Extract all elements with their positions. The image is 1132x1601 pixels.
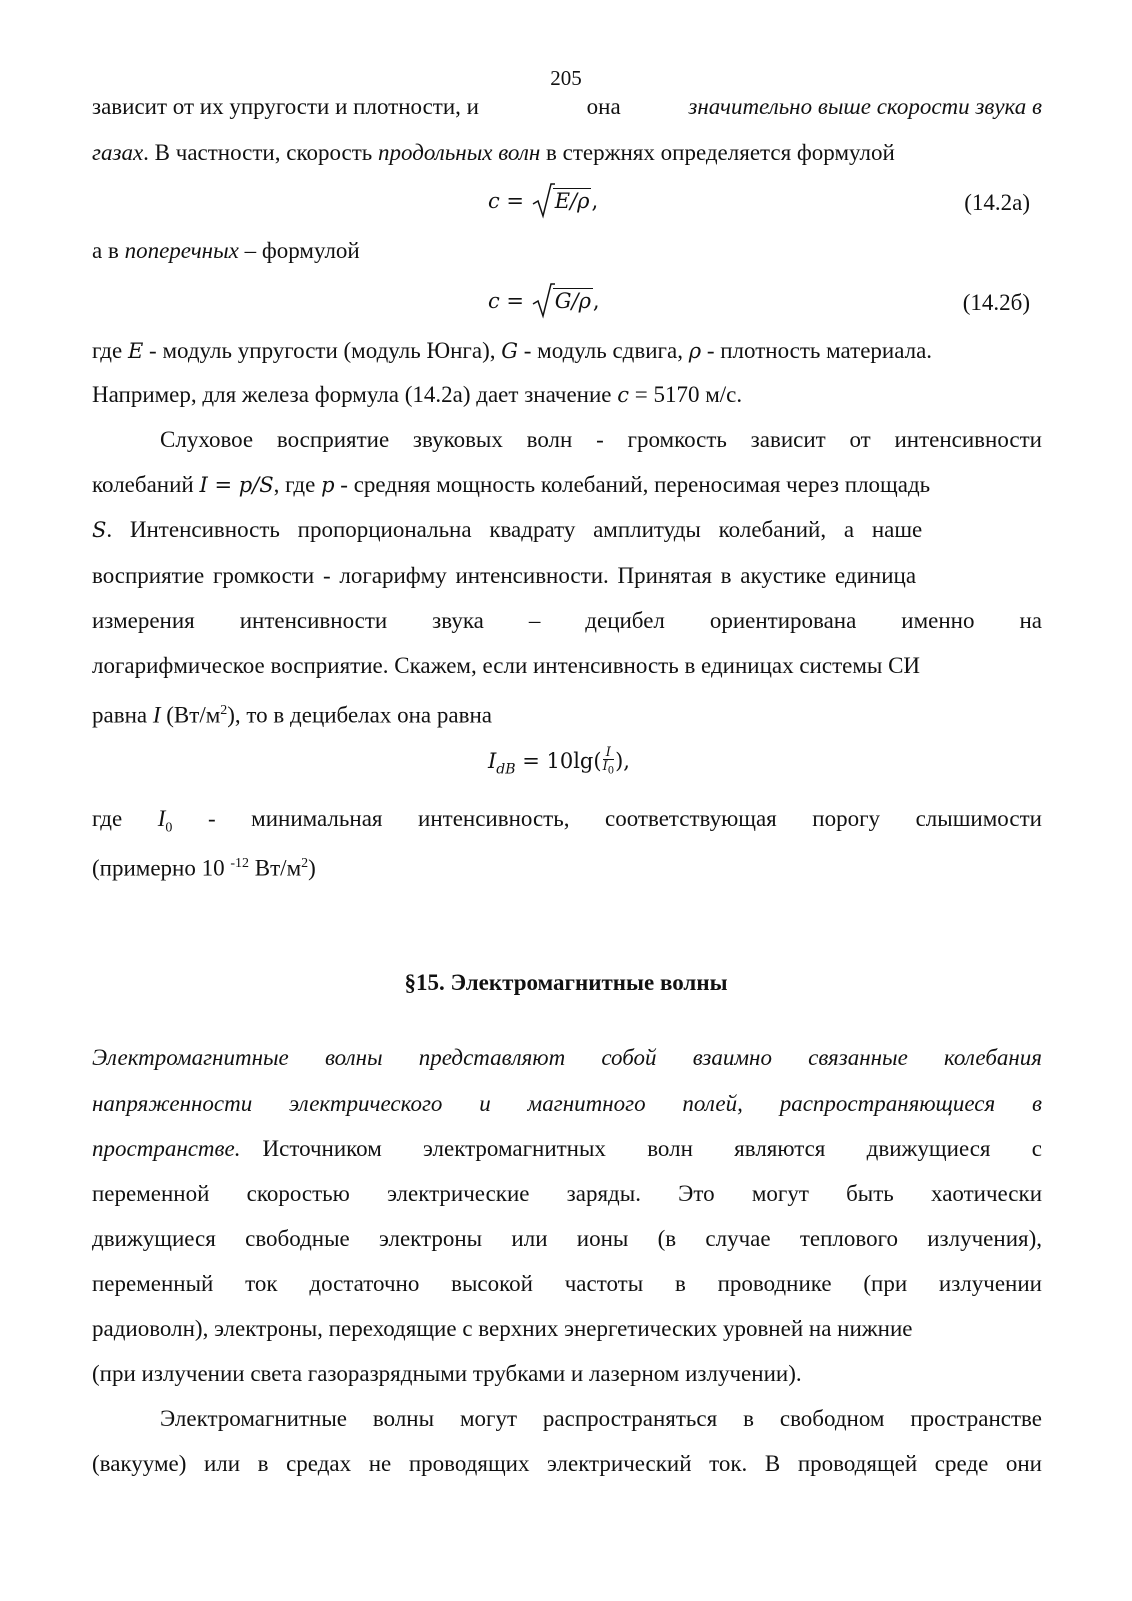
text-line [92,1134,1042,1164]
math-var: G [501,339,519,363]
word: где [92,806,123,831]
formula-lhs: c = [488,189,531,213]
formula-14-2b [488,286,600,317]
text-line [92,1359,1042,1389]
text-span: - модуль упругости (модуль Юнга), [149,338,496,363]
text-line [92,515,1042,545]
word: измерения [92,608,195,633]
text-line [92,849,1042,884]
text-line [92,651,1042,681]
math-var: S [92,518,107,542]
fraction-denominator [603,760,615,778]
math-var: c [617,383,629,407]
emphasis-span: Электромагнитные волны представляют собой взаимно связанные колебания [92,1045,1042,1070]
math-var: I [488,749,497,773]
word: на [1019,608,1042,633]
equation-number: (14.2а) [964,190,1030,215]
text-span: (вакууме) или в средах не проводящих электрический ток. В проводящей среде они [92,1451,1042,1476]
formula-tail: , [591,189,599,213]
text-line [92,1269,1042,1299]
text-span: - плотность материала. [706,338,933,363]
word: порогу [812,806,881,831]
fraction-numerator: I [603,746,615,760]
word: соответствующая [605,806,777,831]
math-var: p [321,473,335,497]
text-line [92,1179,1042,1209]
subscript: 0 [165,820,173,836]
text-span: восприятие громкости - логарифму интенсивности. Принятая в акустике единица [92,563,917,588]
word: – [528,608,541,633]
text-span: Например, для железа формула (14.2а) дает значение [92,382,612,407]
text-span: зависит от их упругости и плотности, и [92,94,479,119]
math-var: E [127,339,144,363]
math-var: I [152,702,161,728]
word: интенсивности [239,608,388,633]
emphasis-span: напряженности электрического и магнитного полей, распространяющиеся в [92,1091,1042,1116]
text-span: – формулой [244,238,360,263]
emphasis-span: газах [92,140,144,165]
text-span: Вт/м [254,855,302,881]
fraction [603,746,615,778]
text-span: - модуль сдвига, [523,338,683,363]
text-span: , где [273,472,316,497]
formula-body: = 10lg( [515,749,602,773]
sqrt-symbol [531,186,592,217]
text-span: колебаний [92,472,194,497]
formula-lhs: c = [488,289,531,313]
math-var: ρ [688,339,702,363]
text-line [160,1404,1042,1434]
text-line [92,1224,1042,1254]
superscript: 2 [301,856,309,871]
text-span: логарифмическое восприятие. Скажем, если интенсивность в единицах системы СИ [92,653,921,678]
text-line [92,138,1042,168]
text-span: ) [308,855,316,881]
text-line [92,336,1042,366]
formula-radicand: E/ρ [554,189,590,213]
formula-tail: ), [615,749,630,773]
math-inline: I = p/S [199,473,274,497]
text-line [92,1449,1042,1479]
text-line [92,92,1042,122]
text-span: равна [92,702,148,728]
text-span: в стержнях определяется формулой [546,140,895,165]
text-line [92,561,1042,591]
emphasis-span: значительно выше скорости звука в [688,94,1042,119]
word: - [207,806,216,831]
subscript: 0 [607,765,615,777]
equation-number: (14.2б) [962,290,1030,315]
text-line [92,1314,1042,1344]
fraction-den-var: I [602,759,608,775]
text-line [92,804,1042,844]
word: интенсивность, [418,806,570,831]
page-number: 205 [550,66,582,90]
sqrt-symbol [531,286,593,317]
word: именно [901,608,975,633]
text-span: переменный ток достаточно высокой частоты в проводнике (при излучении [92,1271,1042,1296]
word: слышимости [915,806,1042,831]
word: децибел [585,608,665,633]
text-span: ), то в децибелах она равна [227,702,492,728]
section-heading: §15. Электромагнитные волны [404,970,728,995]
text-span: Электромагнитные волны могут распространяться в свободном пространстве [160,1406,1042,1431]
text-span: (примерно 10 [92,855,225,881]
text-line [92,696,1042,731]
emphasis-span: пространстве. [92,1136,241,1161]
text-span: . Интенсивность пропорциональна квадрату амплитуды колебаний, а наше [106,517,923,542]
text-line [92,380,1042,410]
emphasis-span: поперечных [124,238,239,263]
text-span: . В частности, скорость [143,140,373,165]
math-var: I [157,806,166,831]
text-span: радиоволн), электроны, переходящие с верхних энергетических уровней на нижние [92,1316,913,1341]
text-span [92,515,1042,545]
text-line [92,236,1042,266]
word: минимальная [251,806,383,831]
text-span: = 5170 м/с. [634,382,743,407]
emphasis-span: продольных волн [378,140,541,165]
word: звука [432,608,484,633]
superscript: -12 [230,856,250,871]
formula-tail: , [592,289,600,313]
text-line [92,1089,1042,1119]
text-line [92,606,1042,636]
text-line [92,1043,1042,1073]
text-span: (Вт/м [166,702,221,728]
subscript: dB [496,761,516,778]
text-span: а в [92,238,119,263]
text-line [92,470,1042,500]
word: ориентирована [709,608,857,633]
text-span: где [92,338,123,363]
text-span: Источником электромагнитных волн являются движущиеся с [262,1136,1042,1161]
formula-radicand: G/ρ [554,289,591,313]
text-line [160,425,1042,455]
text-span: движущиеся свободные электроны или ионы (в случае теплового излучения), [92,1226,1042,1251]
formula-14-2a [488,186,598,217]
text-span: (при излучении света газоразрядными трубками и лазерном излучении). [92,1361,802,1386]
formula-decibel [488,746,630,784]
text-span: переменной скоростью электрические заряды. Это могут быть хаотически [92,1181,1042,1206]
text-span: она [586,94,621,119]
text-span: - средняя мощность колебаний, переносимая через площадь [340,472,931,497]
text-span: Слуховое восприятие звуковых волн - громкость зависит от интенсивности [160,427,1042,452]
math-var-group [158,804,173,844]
superscript: 2 [220,703,228,718]
